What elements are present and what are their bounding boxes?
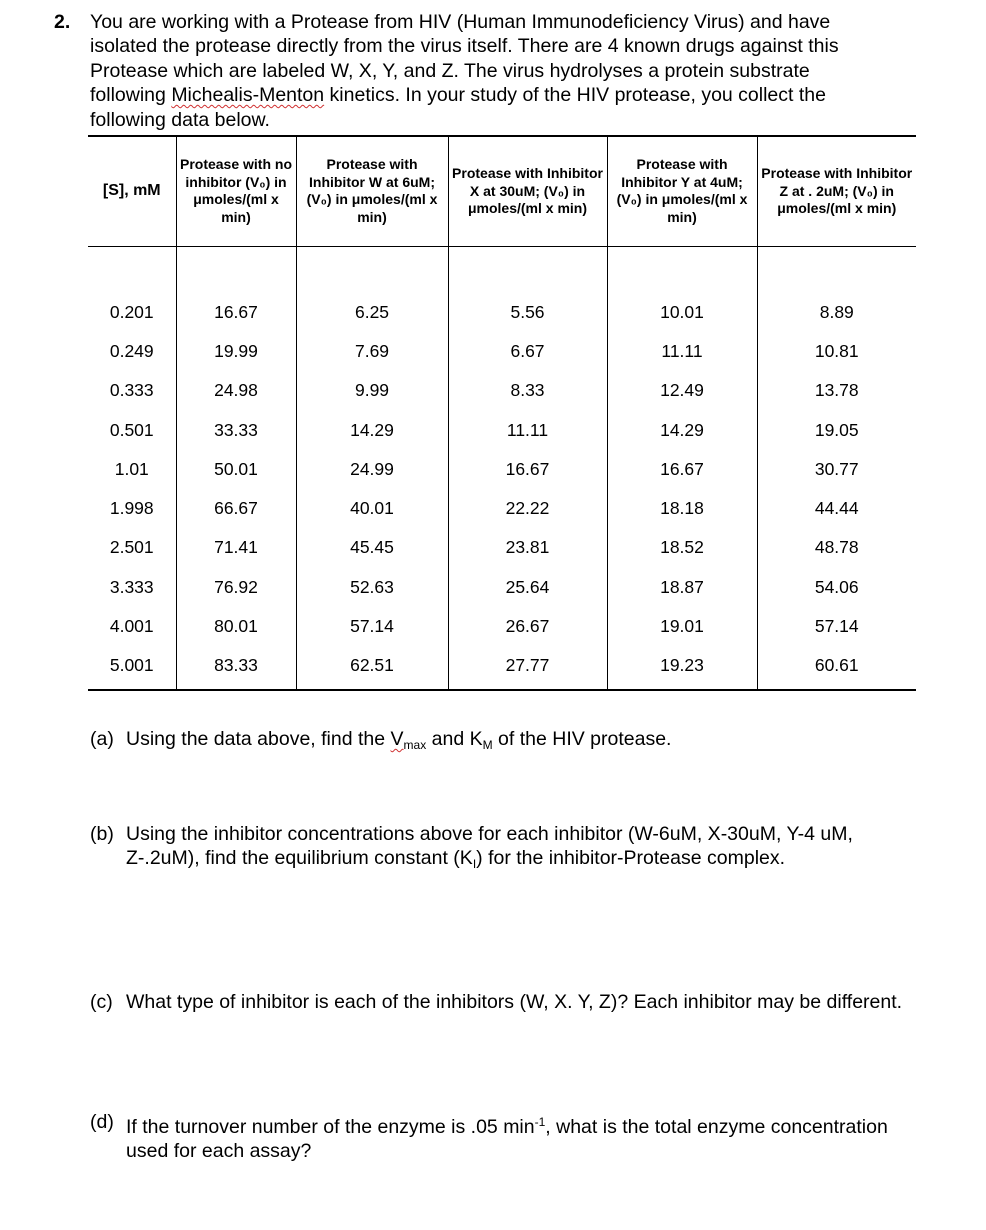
table-cell: 23.81 xyxy=(448,528,607,567)
spelling-flagged-term: $V_{max}$ xyxy=(390,728,427,752)
table-cell: 14.29 xyxy=(296,410,448,449)
table-cell: 22.22 xyxy=(448,489,607,528)
table-cell: 16.67 xyxy=(607,450,757,489)
table-cell: 83.33 xyxy=(176,646,296,690)
table-cell: 62.51 xyxy=(296,646,448,690)
table-header-row xyxy=(88,136,916,246)
table-cell: 48.78 xyxy=(757,528,916,567)
table-row xyxy=(88,450,916,489)
table-row xyxy=(88,332,916,371)
table-cell: 0.249 xyxy=(109,340,154,361)
table-cell: 30.77 xyxy=(757,450,916,489)
header-substrate-conc: [S], mM xyxy=(88,136,176,246)
table-cell: 5.56 xyxy=(448,293,607,332)
question-text: If the turnover number of the enzyme is .05 $\min^{-1}$, what is the total enzyme concentration used for each assay? xyxy=(126,1115,888,1163)
table-cell: 1.01 xyxy=(114,458,149,479)
table-cell: 66.67 xyxy=(176,489,296,528)
table-cell: 0.201 xyxy=(109,301,154,322)
table-cell: 18.52 xyxy=(607,528,757,567)
table-cell: 16.67 xyxy=(448,450,607,489)
table-cell: 7.69 xyxy=(296,332,448,371)
table-row xyxy=(88,646,916,690)
question-label: (b) xyxy=(90,823,114,845)
table-cell: 9.99 xyxy=(296,371,448,410)
header-inhibitor-w: Protease with Inhibitor W at 6uM; (V₀) in μmoles/(ml x min) xyxy=(296,136,448,246)
table-cell: 1.998 xyxy=(109,498,154,519)
question-a xyxy=(90,727,920,757)
question-text: Using the inhibitor concentrations above for each inhibitor (W-6uM, X-30uM, Y-4 uM, Z-.2uM), find the equilibrium constant $(K_I)$ for the inhibitor-Protease complex. xyxy=(126,823,853,872)
table-cell: 11.11 xyxy=(448,410,607,449)
table-cell: 12.49 xyxy=(607,371,757,410)
question-c xyxy=(90,990,920,1014)
table-cell: 40.01 xyxy=(296,489,448,528)
problem-number: 2. xyxy=(54,11,71,33)
question-b xyxy=(90,822,920,877)
table-cell: 2.501 xyxy=(109,537,154,558)
header-inhibitor-x: Protease with Inhibitor X at 30uM; (V₀) in μmoles/(ml x min) xyxy=(448,136,607,246)
header-inhibitor-y: Protease with Inhibitor Y at 4uM; (V₀) in μmoles/(ml x min) xyxy=(607,136,757,246)
table-cell: 4.001 xyxy=(109,616,154,637)
table-cell: 76.92 xyxy=(176,568,296,607)
table-cell: 57.14 xyxy=(757,607,916,646)
table-cell: 8.33 xyxy=(448,371,607,410)
table-spacer-row xyxy=(88,246,916,293)
table-cell: 80.01 xyxy=(176,607,296,646)
table-cell: 19.05 xyxy=(757,410,916,449)
table-cell: 71.41 xyxy=(176,528,296,567)
question-text: What type of inhibitor is each of the inhibitors (W, X. Y, Z)? Each inhibitor may be different. xyxy=(126,991,903,1013)
table-cell: 24.98 xyxy=(176,371,296,410)
table-cell: 10.81 xyxy=(757,332,916,371)
table-cell: 16.67 xyxy=(176,293,296,332)
spelling-flagged-term: Michealis-Menton xyxy=(171,84,325,107)
table-cell: 13.78 xyxy=(757,371,916,410)
table-cell: 3.333 xyxy=(109,576,154,597)
table-cell: 6.25 xyxy=(296,293,448,332)
table-cell: 44.44 xyxy=(757,489,916,528)
table-cell: 50.01 xyxy=(176,450,296,489)
table-row xyxy=(88,410,916,449)
question-label: (a) xyxy=(90,728,114,750)
table-row xyxy=(88,371,916,410)
table-cell: 57.14 xyxy=(296,607,448,646)
question-label: (d) xyxy=(90,1111,114,1133)
table-cell: 19.01 xyxy=(607,607,757,646)
header-no-inhibitor: Protease with no inhibitor (V₀) in μmoles/(ml x min) xyxy=(176,136,296,246)
question-text: Using the data above, find the $V_{max}$ and $K_M$ of the HIV protease. xyxy=(126,728,672,752)
table-cell: 11.11 xyxy=(607,332,757,371)
table-cell: 33.33 xyxy=(176,410,296,449)
header-inhibitor-z: Protease with Inhibitor Z at . 2uM; (V₀) in μmoles/(ml x min) xyxy=(757,136,916,246)
table-cell: 27.77 xyxy=(448,646,607,690)
table-cell: 14.29 xyxy=(607,410,757,449)
table-cell: 54.06 xyxy=(757,568,916,607)
table-cell: 60.61 xyxy=(757,646,916,690)
table-cell: 0.501 xyxy=(109,419,154,440)
table-cell: 0.333 xyxy=(109,380,154,401)
table-row xyxy=(88,489,916,528)
table-cell: 19.23 xyxy=(607,646,757,690)
question-label: (c) xyxy=(90,991,113,1013)
table-row xyxy=(88,528,916,567)
table-row xyxy=(88,607,916,646)
table-row xyxy=(88,568,916,607)
table-cell: 45.45 xyxy=(296,528,448,567)
table-cell: 6.67 xyxy=(448,332,607,371)
table-cell: 52.63 xyxy=(296,568,448,607)
problem-intro-text: You are working with a Protease from HIV (Human Immunodeficiency Virus) and have isolated the protease directly from the virus itself. There are 4 known drugs against this Protease which are labeled W, X, Y, and Z. The virus hydrolyses a protein substrate following Michealis-Menton kinetics. In your study of the HIV protease, you collect the following data below. xyxy=(90,11,839,131)
kinetics-data-table xyxy=(88,135,916,691)
table-cell: 26.67 xyxy=(448,607,607,646)
table-row xyxy=(88,293,916,332)
table-cell: 8.89 xyxy=(757,293,916,332)
table-cell: 19.99 xyxy=(176,332,296,371)
question-d xyxy=(90,1110,920,1164)
table-cell: 25.64 xyxy=(448,568,607,607)
table-cell: 24.99 xyxy=(296,450,448,489)
table-cell: 5.001 xyxy=(88,646,176,690)
table-cell: 10.01 xyxy=(607,293,757,332)
table-cell: 18.18 xyxy=(607,489,757,528)
table-cell: 18.87 xyxy=(607,568,757,607)
problem-intro xyxy=(54,10,884,132)
